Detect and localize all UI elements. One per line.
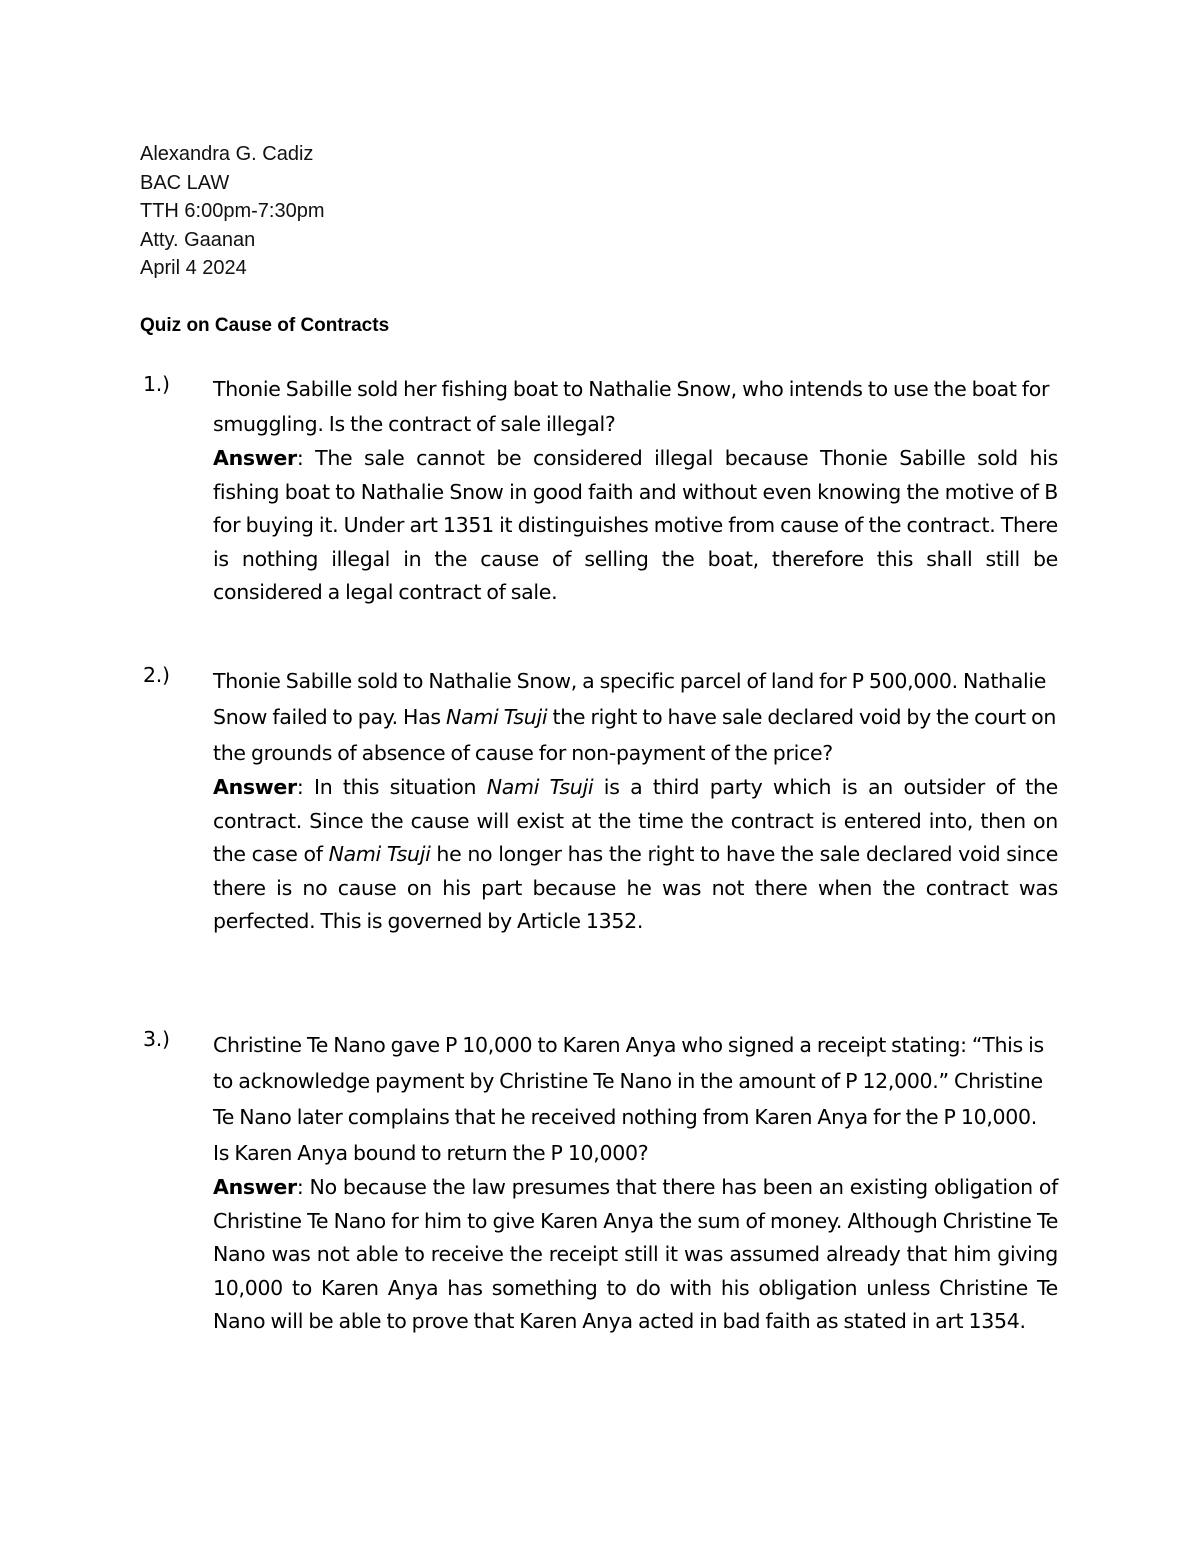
question-text [213,663,1058,771]
question-text: Christine Te Nano gave P 10,000 to Karen Anya who signed a receipt stating: “This is to acknowledge payment by Christine Te Nano in the amount of P 12,000.” Christine Te Nano later complains that he received nothing from Karen Anya for the P 10,000. Is Karen Anya bound to return the P 10,000? [213,1033,1044,1165]
answer-text: Answer: No because the law presumes that there has been an existing obligation of Christine Te Nano for him to give Karen Anya the sum of money. Although Christine Te Nano was not able to receive the receipt still it was assumed already that him giving 10,000 to Karen Anya has something to do with his obligation unless Christine Te Nano will be able to prove that Karen Anya acted in bad faith as stated in art 1354. [213,1175,1058,1333]
quiz-title: Quiz on Cause of Contracts [140,315,390,336]
question-italic-name: Nami Tsuji [446,705,548,729]
item-number: 1.) [143,372,170,396]
answer-label: Answer [213,446,297,470]
answer-text: Answer: In this situation Nami Tsuji is a third party which is an outsider of the contract. Since the cause will exist at the time the contract is entered into, then on the case of Nami Tsuji he no longer has the right to have the sale declared void since there is no cause on his part because he was not there when the contract was perfected. This is governed by Article 1352. [213,775,1059,933]
answer-part: is a third party which is an outsider of the contract. Since the cause will exist at the time the contract is entered into, then on the case of [213,775,1058,866]
document-header [140,140,325,283]
answer-italic-name: Nami Tsuji [328,842,431,866]
answer-label: Answer [213,775,297,799]
question-part: Thonie Sabille sold to Nathalie Snow, a specific parcel of land for P 500,000. Nathalie Snow failed to pay. Has [213,669,1047,729]
answer-part: In this situation [313,775,487,799]
quiz-item-1 [143,372,1059,610]
answer-italic-name: Nami Tsuji [486,775,594,799]
item-number: 3.) [143,1027,170,1051]
quiz-item-3 [143,1027,1058,1339]
course-name: BAC LAW [140,171,230,194]
answer-body: No because the law presumes that there has been an existing obligation of Christine Te Nano for him to give Karen Anya the sum of money. Although Christine Te Nano was not able to receive the receipt still it was assumed already that him giving 10,000 to Karen Anya has something to do with his obligation unless Christine Te Nano will be able to prove that Karen Anya acted in bad faith as stated in art 1354. [213,1175,1058,1333]
document-date: April 4 2024 [140,257,247,279]
student-name: Alexandra G. Cadiz [140,143,314,165]
quiz-item-2 [143,663,1059,939]
question-text: Thonie Sabille sold her fishing boat to Nathalie Snow, who intends to use the boat for smuggling. Is the contract of sale illegal? [213,377,1050,436]
class-schedule: TTH 6:00pm-7:30pm [140,200,325,222]
question-part: the right to have sale declared void by the court on the grounds of absence of cause for non-payment of the price? [213,705,1057,765]
item-number: 2.) [143,663,170,687]
answer-label: Answer [213,1175,297,1199]
answer-text: Answer: The sale cannot be considered illegal because Thonie Sabille sold his fishing boat to Nathalie Snow in good faith and without even knowing the motive of B for buying it. Under art 1351 it distinguishes motive from cause of the contract. There is nothing illegal in the cause of selling the boat, therefore this shall still be considered a legal contract of sale. [213,446,1059,604]
answer-body: The sale cannot be considered illegal because Thonie Sabille sold his fishing boat to Nathalie Snow in good faith and without even knowing the motive of B for buying it. Under art 1351 it distinguishes motive from cause of the contract. There is nothing illegal in the cause of selling the boat, therefore this shall still be considered a legal contract of sale. [213,446,1059,604]
instructor-name: Atty. Gaanan [140,228,256,251]
answer-part: he no longer has the right to have the sale declared void since there is no cause on his part because he was not there when the contract was perfected. This is governed by Article 1352. [213,842,1059,933]
